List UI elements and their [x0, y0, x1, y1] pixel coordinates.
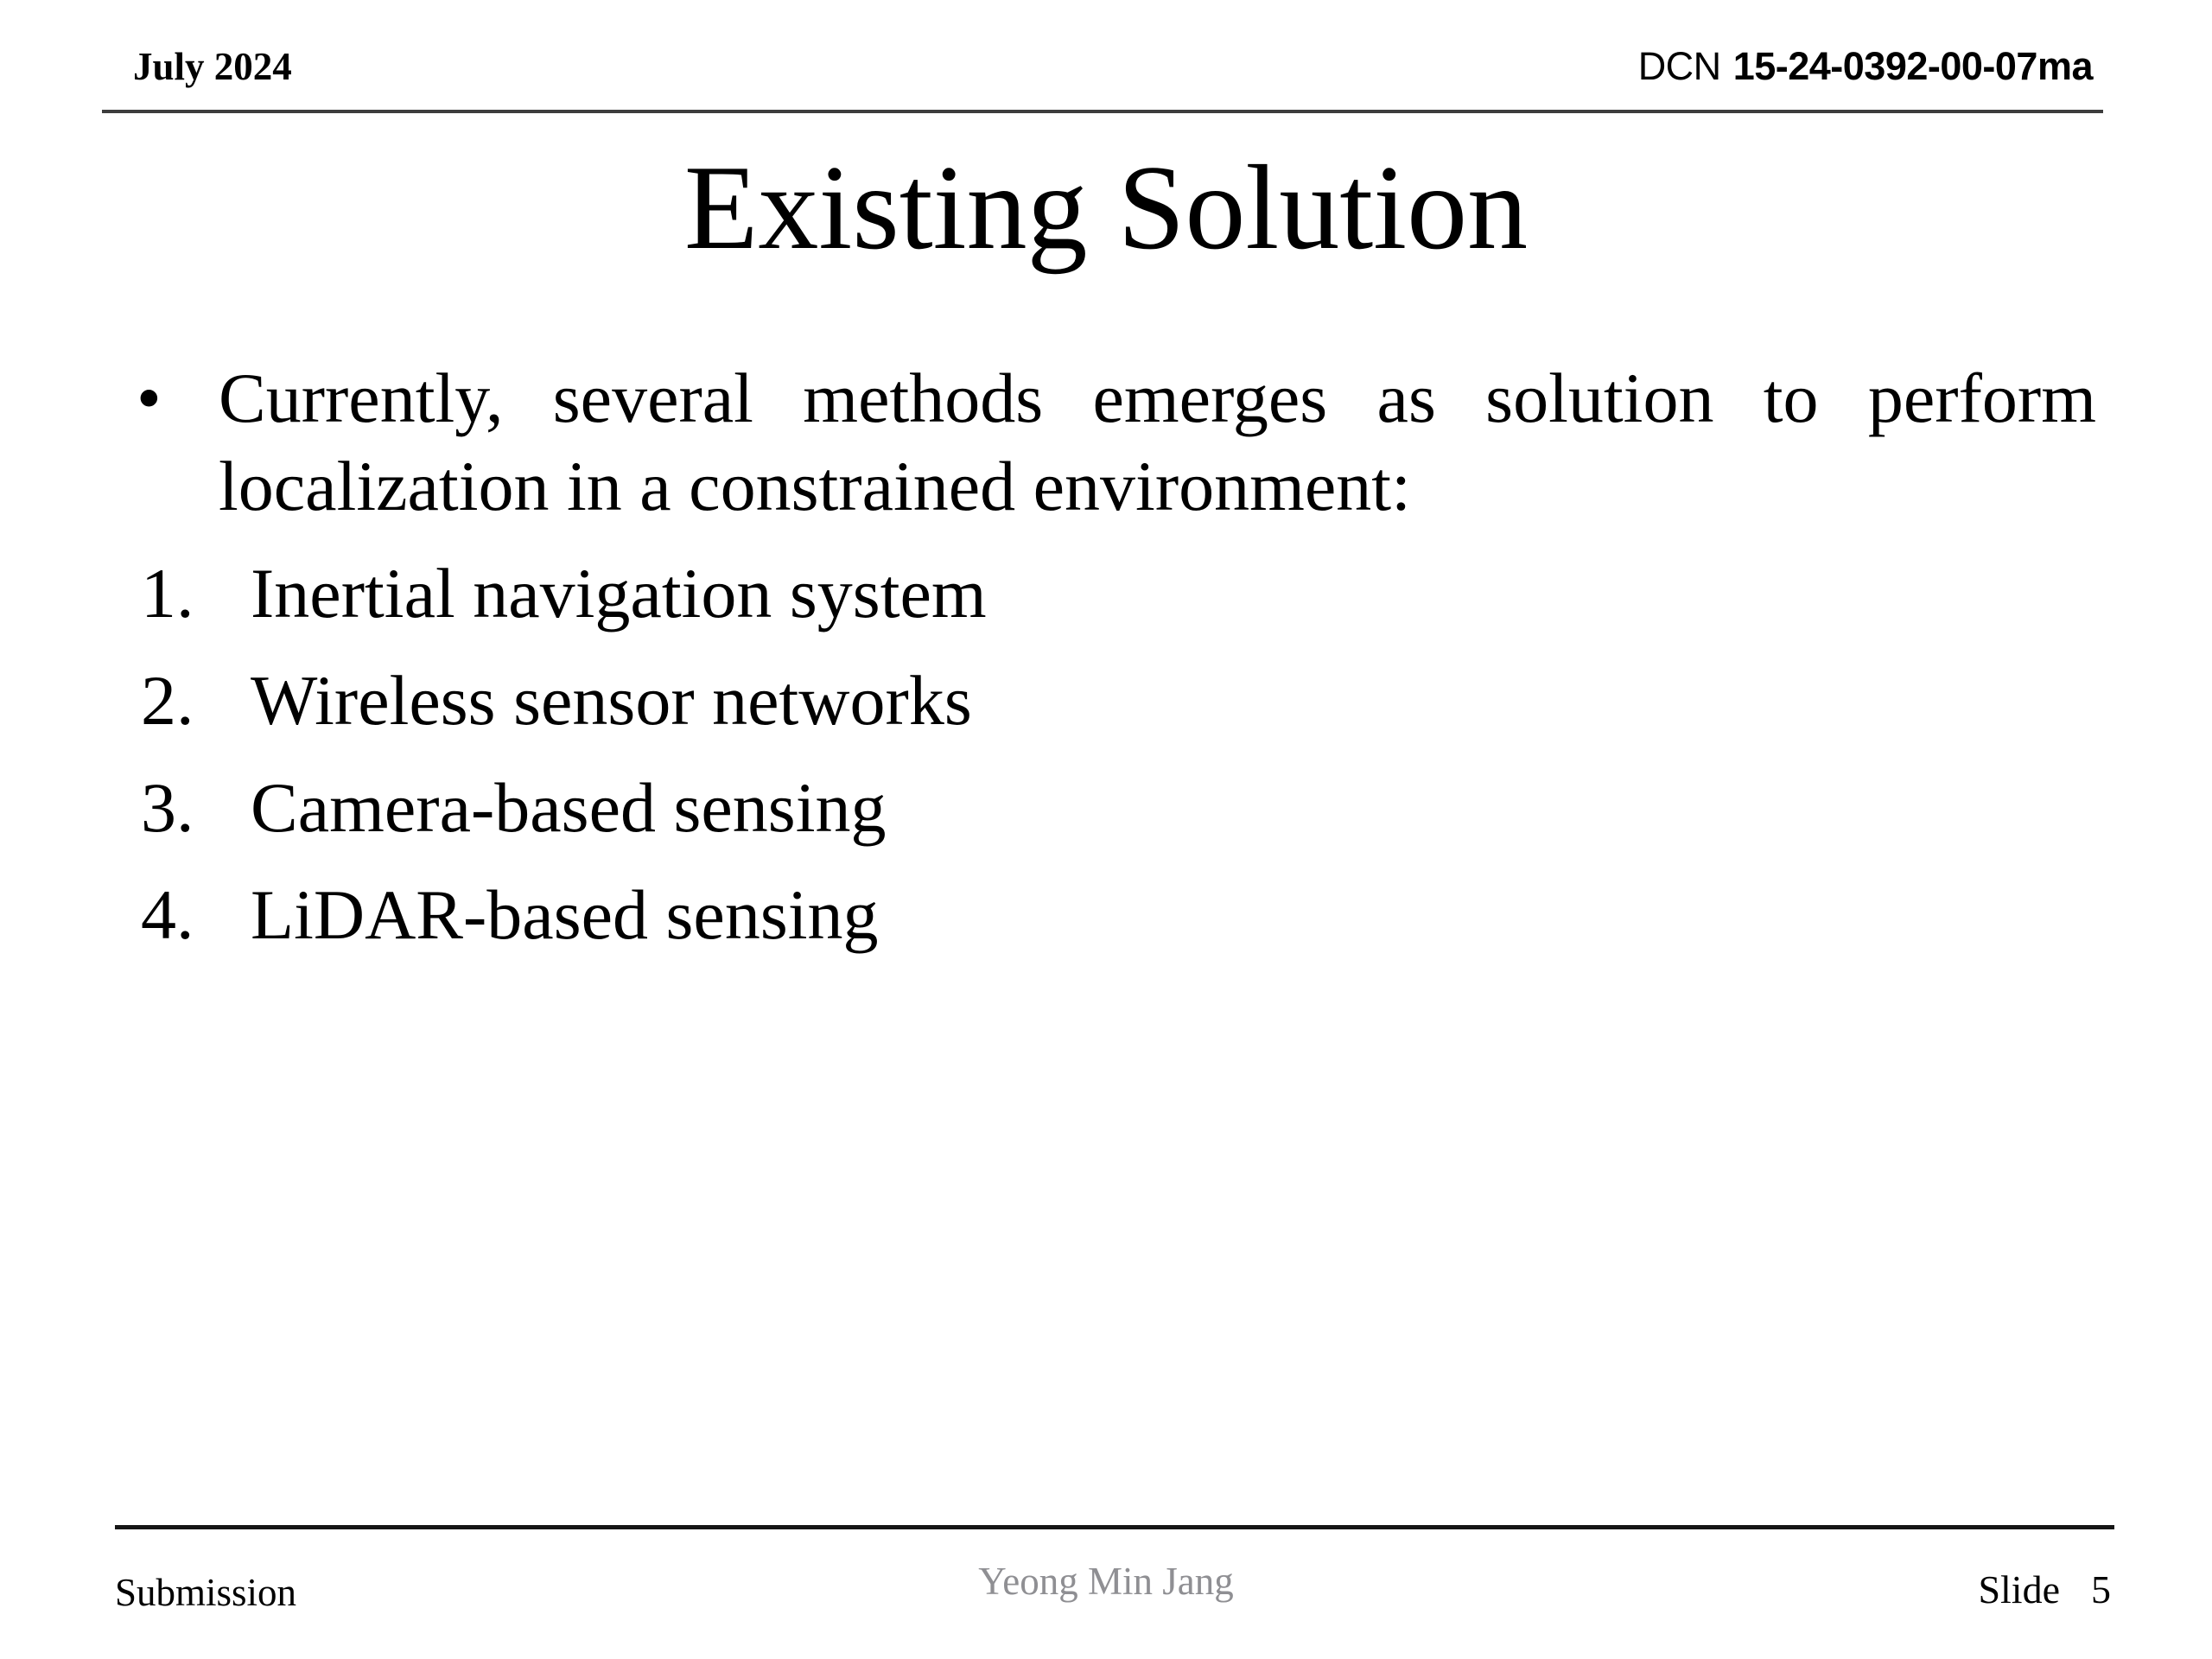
- item-number: 3.: [141, 768, 194, 847]
- footer-author: Yeong Min Jang: [978, 1560, 1234, 1603]
- item-number: 4.: [141, 875, 194, 954]
- numbered-list: [141, 550, 2094, 978]
- list-item: [141, 657, 2094, 745]
- bullet-marker: •: [137, 359, 162, 437]
- footer-submission: Submission: [115, 1571, 297, 1614]
- footer-divider: [115, 1525, 2114, 1529]
- slide-title: Existing Solution: [683, 141, 1529, 275]
- dcn-label: DCN: [1637, 44, 1721, 88]
- slide-number: 5: [2091, 1567, 2111, 1611]
- header-divider: [102, 110, 2103, 113]
- dcn-number: 15-24-0392-00-07ma: [1732, 44, 2093, 88]
- list-item: [141, 764, 2094, 852]
- item-text: LiDAR-based sensing: [251, 875, 879, 954]
- bullet-text: Currently, several methods emerges as solution to perform localization in a constrained environment:: [219, 359, 2096, 525]
- item-number: 1.: [141, 554, 194, 632]
- item-text: Camera-based sensing: [251, 768, 887, 847]
- header-dcn: [1638, 43, 2093, 90]
- item-text: Wireless sensor networks: [251, 661, 972, 740]
- list-item: [141, 871, 2094, 959]
- bullet-item: [137, 354, 2096, 531]
- footer-slide: [1978, 1566, 2111, 1613]
- slide-label: Slide: [1978, 1567, 2060, 1611]
- header-date: July 2024: [133, 45, 292, 88]
- item-number: 2.: [141, 661, 194, 740]
- list-item: [141, 550, 2094, 638]
- item-text: Inertial navigation system: [251, 554, 987, 632]
